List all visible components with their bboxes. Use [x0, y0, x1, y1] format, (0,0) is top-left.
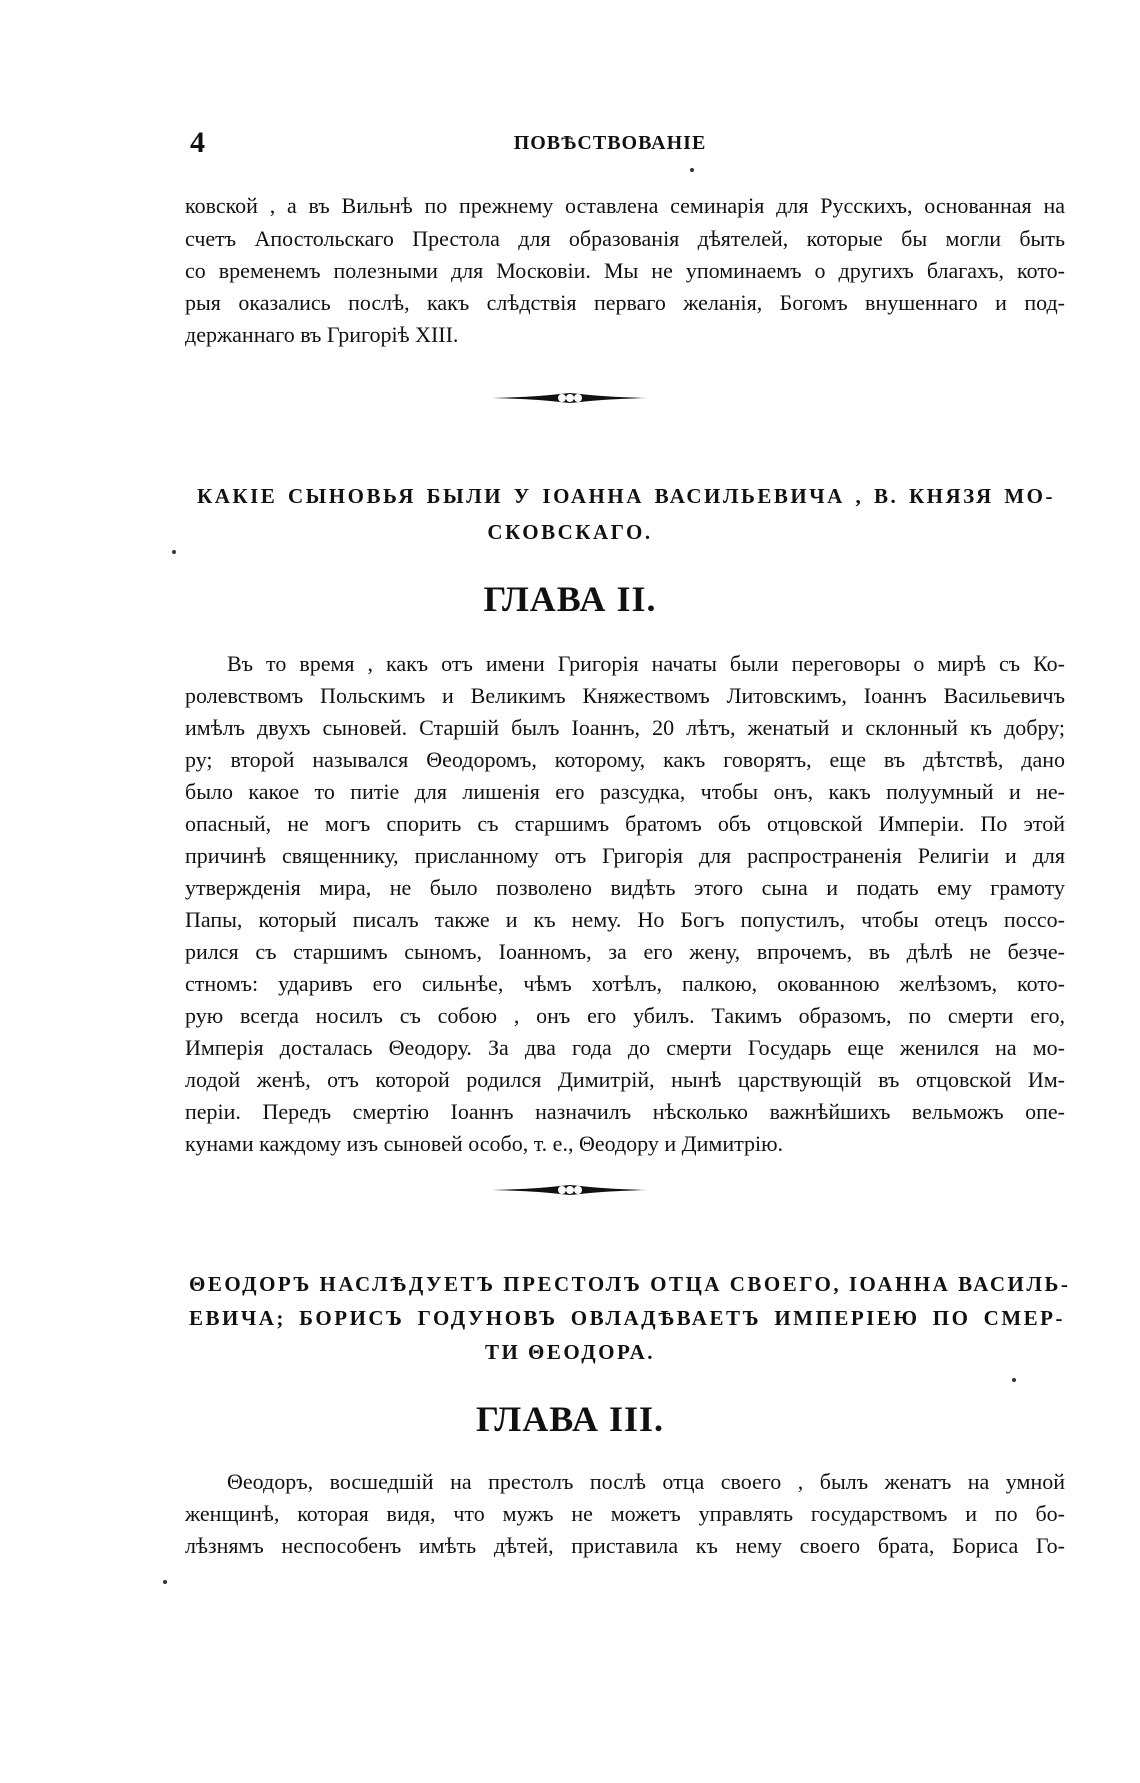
- text-line: рыя оказались послѣ, какъ слѣдствія перваго желанія, Богомъ внушеннаго и под-: [185, 290, 1065, 315]
- text-line: періи. Передъ смертію Іоаннъ назначилъ нѣсколько важнѣйшихъ вельможъ опе-: [185, 1099, 1065, 1124]
- text-line: имѣлъ двухъ сыновей. Старшій былъ Іоаннъ, 20 лѣтъ, женатый и склонный къ добру;: [185, 715, 1065, 740]
- text-line: лодой женѣ, отъ которой родился Димитрій, нынѣ царствующій въ отцовской Им-: [185, 1067, 1065, 1092]
- text-line: ру; второй назывался Θеодоромъ, которому, какъ говорятъ, еще въ дѣтствѣ, дано: [185, 747, 1065, 772]
- running-title: ПОВѢСТВОВАНІЕ: [513, 132, 707, 154]
- text-line: опасный, не могъ спорить съ старшимъ братомъ объ отцовской Имперіи. По этой: [185, 811, 1065, 836]
- text-line: кунами каждому изъ сыновей особо, т. е., Θеодору и Димитрію.: [185, 1131, 784, 1156]
- text-line: лѣзнямъ неспособенъ имѣть дѣтей, приставила къ нему своего брата, Бориса Го-: [185, 1533, 1065, 1558]
- heading-line: КАКІЕ СЫНОВЬЯ БЫЛИ У ІОАННА ВАСИЛЬЕВИЧА , В. КНЯЗЯ МО-: [197, 484, 1055, 508]
- heading-line: ΘЕОДОРЪ НАСЛѢДУЕТЪ ПРЕСТОЛЪ ОТЦА СВОЕГО, ІОАННА ВАСИЛЬ-: [189, 1272, 1071, 1296]
- text-line: со временемъ полезными для Московіи. Мы не упоминаемъ о другихъ благахъ, кото-: [185, 258, 1065, 283]
- scan-speck: [163, 1580, 167, 1584]
- text-line: рился съ старшимъ сыномъ, Іоанномъ, за его жену, впрочемъ, въ дѣлѣ не безче-: [185, 939, 1065, 964]
- text-line: держаннаго въ Григоріѣ XIII.: [185, 322, 459, 347]
- text-line: Папы, который писалъ также и къ нему. Но Богъ попустилъ, чтобы отецъ поссо-: [185, 907, 1065, 932]
- text-line: Въ то время , какъ отъ имени Григорія начаты были переговоры о мирѣ съ Ко-: [227, 651, 1065, 676]
- heading-line: СКОВСКАГО.: [487, 520, 653, 544]
- text-line: рую всегда носилъ съ собою , онъ его убилъ. Такимъ образомъ, по смерти его,: [185, 1003, 1065, 1028]
- text-line: причинѣ священнику, присланному отъ Григорія для распространенія Религіи и для: [185, 843, 1065, 868]
- ornament-divider: [0, 390, 1140, 406]
- ornament-divider: [0, 1182, 1140, 1198]
- text-line: утвержденія мира, не было позволено видѣть этого сына и подать ему грамоту: [185, 875, 1065, 900]
- text-line: счетъ Апостольскаго Престола для образованія дѣятелей, которые бы могли быть: [185, 226, 1065, 251]
- page-number: 4: [190, 126, 205, 159]
- text-line: женщинѣ, которая видя, что мужъ не можетъ управлять государствомъ и по бо-: [185, 1501, 1065, 1526]
- scan-speck: [690, 168, 694, 172]
- scan-speck: [172, 550, 176, 554]
- text-line: было какое то питіе для лишенія его разсудка, чтобы онъ, какъ полуумный и не-: [185, 779, 1065, 804]
- scan-speck: [1012, 1378, 1016, 1382]
- heading-line: ТИ ΘЕОДОРА.: [484, 1340, 656, 1364]
- chapter-title: ГЛАВА III.: [475, 1399, 665, 1439]
- text-line: ролевствомъ Польскимъ и Великимъ Княжествомъ Литовскимъ, Іоаннъ Васильевичъ: [185, 683, 1065, 708]
- text-line: ковской , а въ Вильнѣ по прежнему оставлена семинарія для Русскихъ, основанная на: [185, 193, 1065, 218]
- chapter-title: ГЛАВА II.: [483, 579, 657, 619]
- heading-line: ЕВИЧА; БОРИСЪ ГОДУНОВЪ ОВЛАДѢВАЕТЪ ИМПЕРІЕЮ ПО СМЕР-: [189, 1306, 1065, 1330]
- text-line: Θеодоръ, восшедшій на престолъ послѣ отца своего , былъ женатъ на умной: [227, 1469, 1065, 1494]
- text-line: Имперія досталась Θеодору. За два года до смерти Государь еще женился на мо-: [185, 1035, 1065, 1060]
- text-line: стномъ: ударивъ его сильнѣе, чѣмъ хотѣлъ, палкою, окованною желѣзомъ, кото-: [185, 971, 1065, 996]
